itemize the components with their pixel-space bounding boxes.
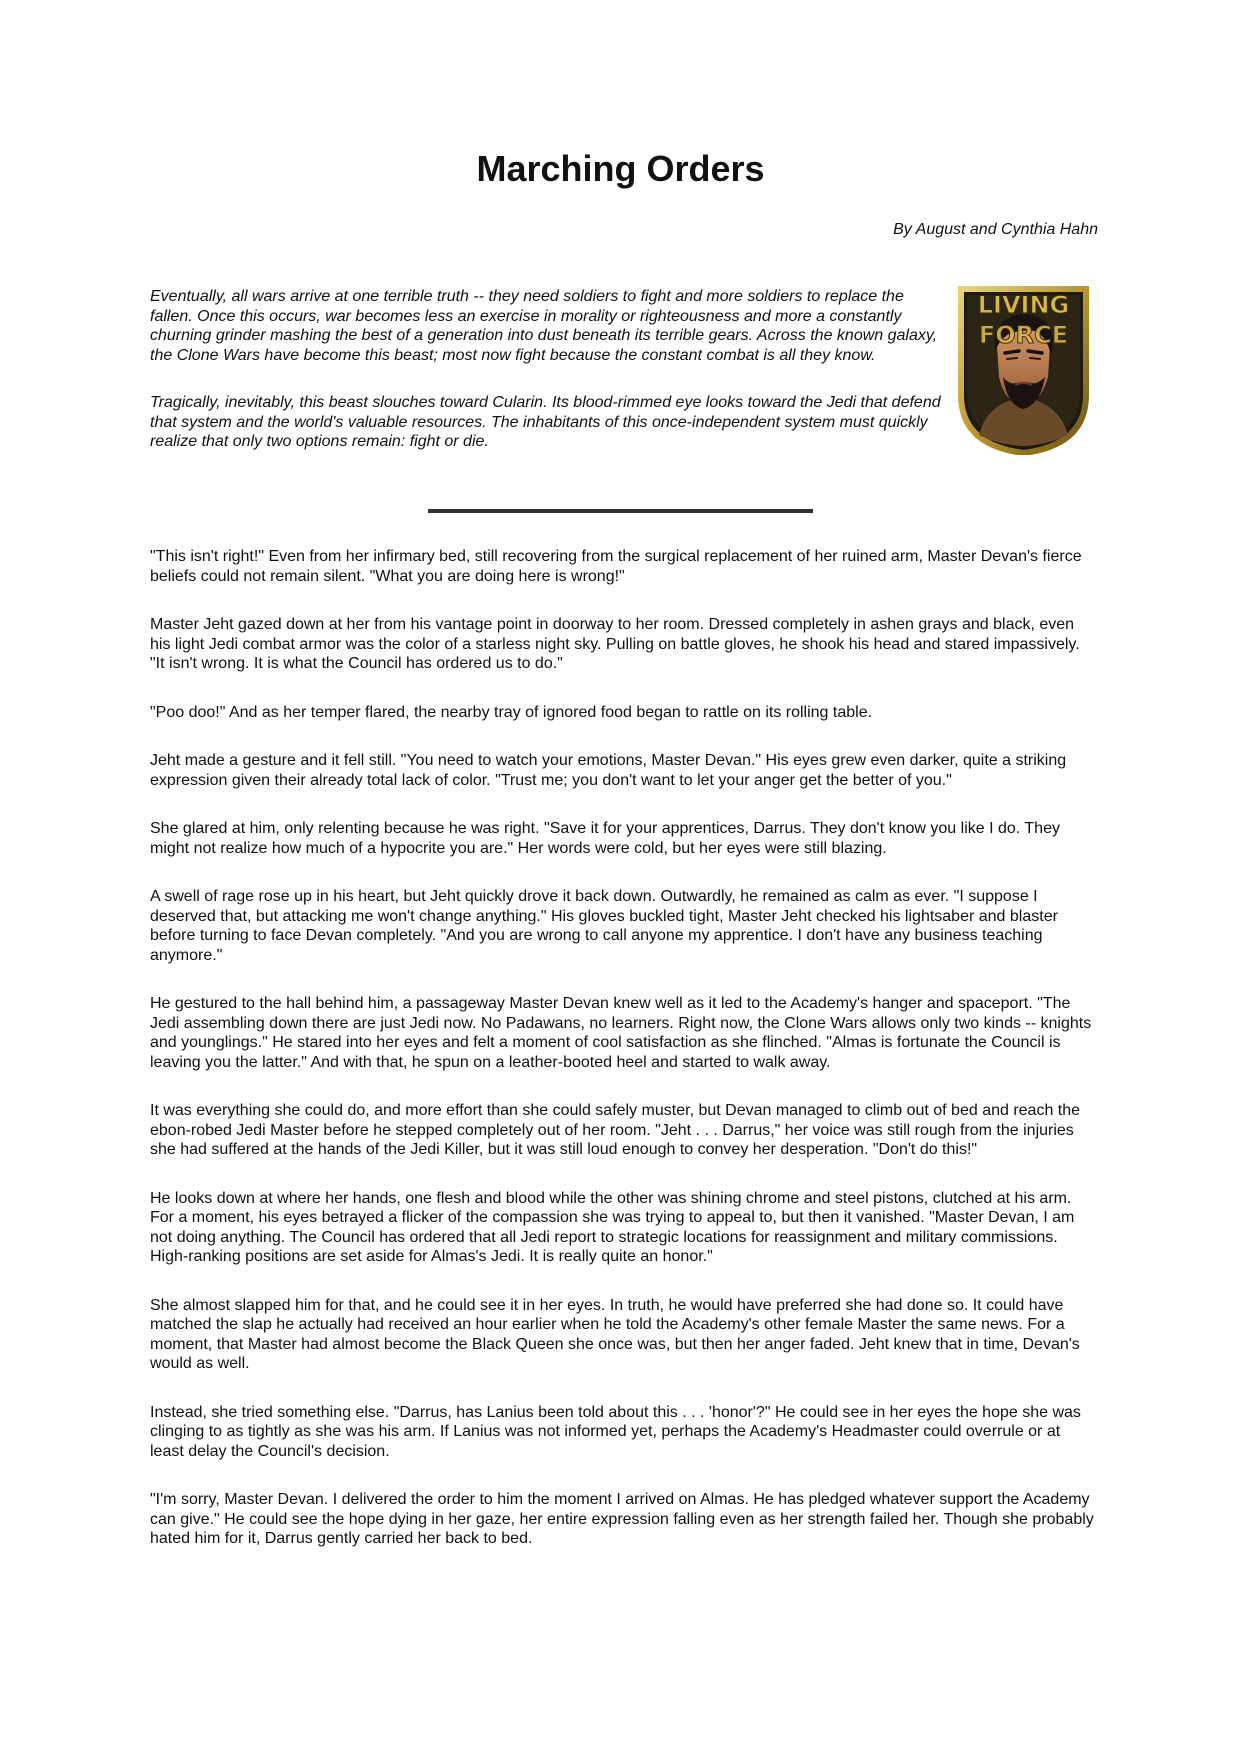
story-paragraph: She glared at him, only relenting because he was right. "Save it for your apprentices, Darrus. They don't know you like I do. They might not realize how much of a hypocrite you are." Her words were cold, but her eyes were still blazing. [150, 820, 1060, 857]
logo-text-bottom: FORCE [978, 321, 1069, 349]
story-body [150, 547, 1095, 1578]
living-force-logo [957, 285, 1090, 455]
story-paragraph: "I'm sorry, Master Devan. I delivered the order to him the moment I arrived on Almas. He has pledged whatever support the Academy can give." He could see the hope dying in her gaze, her entire expression falling even as her strength failed her. Though she probably hated him for it, Darrus gently carried her back to bed. [150, 1491, 1094, 1547]
section-divider [428, 509, 813, 513]
intro-paragraph: Tragically, inevitably, this beast slouches toward Cularin. Its blood-rimmed eye looks toward the Jedi that defend that system and the world's valuable resources. The inhabitants of this once-independent system must quickly realize that only two options remain: fight or die. [150, 394, 941, 450]
intro-section [150, 287, 946, 480]
story-paragraph: Jeht made a gesture and it fell still. "You need to watch your emotions, Master Devan." His eyes grew even darker, quite a striking expression given their already total lack of color. "Trust me; you don't want to let your anger get the better of you." [150, 752, 1067, 789]
document-title: Marching Orders [476, 148, 765, 189]
story-paragraph: He gestured to the hall behind him, a passageway Master Devan knew well as it led to the Academy's hanger and spaceport. "The Jedi assembling down there are just Jedi now. No Padawans, no learners. Right now, the Clone Wars allows only two kinds -- knights and younglings." He stared into her eyes and felt a moment of cool satisfaction as she flinched. "Almas is fortunate the Council is leaving you the latter." And with that, he spun on a leather-booted heel and started to walk away. [150, 995, 1092, 1071]
story-paragraph: "Poo doo!" And as her temper flared, the nearby tray of ignored food began to rattle on its rolling table. [150, 703, 873, 721]
byline: By August and Cynthia Hahn [893, 221, 1098, 238]
story-paragraph: It was everything she could do, and more effort than she could safely muster, but Devan managed to climb out of bed and reach the ebon-robed Jedi Master before he stepped completely out of her room. "Jeht . . . Darrus," her voice was still rough from the injuries she had suffered at the hands of the Jedi Killer, but it was still loud enough to convey her desperation. "Don't do this!" [150, 1102, 1081, 1158]
story-paragraph: She almost slapped him for that, and he could see it in her eyes. In truth, he would have preferred she had done so. It could have matched the slap he actually had received an hour earlier when he told the Academy's other female Master the same news. For a moment, that Master had almost become the Black Queen she once was, but then her anger faded. Jeht knew that in time, Devan's would as well. [150, 1296, 1080, 1372]
story-paragraph: He looks down at where her hands, one flesh and blood while the other was shining chrome and steel pistons, clutched at his arm. For a moment, his eyes betrayed a flicker of the compassion she was trying to appeal to, but then it vanished. "Master Devan, I am not doing anything. The Council has ordered that all Jedi report to strategic locations for reassignment and military commissions. High-ranking positions are set aside for Almas's Jedi. It is really quite an honor." [150, 1189, 1075, 1265]
story-paragraph: Master Jeht gazed down at her from his vantage point in doorway to her room. Dressed completely in ashen grays and black, even his light Jedi combat armor was the color of a starless night sky. Pulling on battle gloves, he shook his head and stared impassively. "It isn't wrong. It is what the Council has ordered us to do." [150, 616, 1080, 672]
story-paragraph: A swell of rage rose up in his heart, but Jeht quickly drove it back down. Outwardly, he remained as calm as ever. "I suppose I deserved that, but attacking me won't change anything." His gloves buckled tight, Master Jeht checked his lightsaber and blaster before turning to face Devan completely. "And you are wrong to call anyone my apprentice. I don't have any business teaching anymore." [150, 888, 1058, 964]
story-paragraph: "This isn't right!" Even from her infirmary bed, still recovering from the surgical replacement of her ruined arm, Master Devan's fierce beliefs could not remain silent. "What you are doing here is wrong!" [150, 548, 1082, 585]
intro-paragraph: Eventually, all wars arrive at one terrible truth -- they need soldiers to fight and more soldiers to replace the fallen. Once this occurs, war becomes less an exercise in morality or righteousness and more a constantly churning grinder mashing the best of a generation into dust beneath its terrible gears. Across the known galaxy, the Clone Wars have become this beast; most now fight because the constant combat is all they know. [150, 288, 938, 364]
logo-text-top: LIVING [977, 291, 1070, 319]
story-paragraph: Instead, she tried something else. "Darrus, has Lanius been told about this . . . 'honor'?" He could see in her eyes the hope she was clinging to as tightly as she was his arm. If Lanius was not informed yet, perhaps the Academy's Headmaster could overrule or at least delay the Council's decision. [150, 1403, 1081, 1460]
